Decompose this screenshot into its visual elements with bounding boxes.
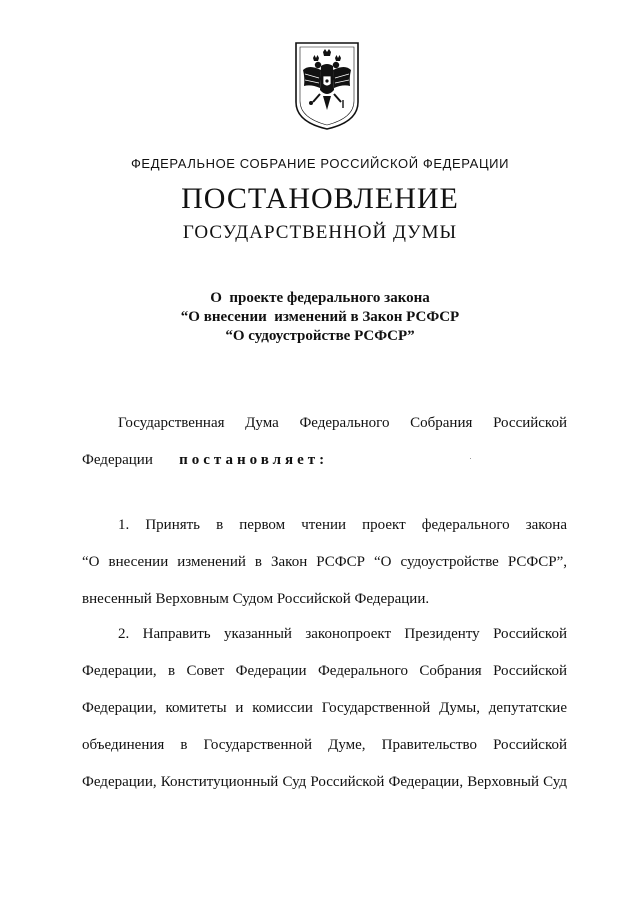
subject-line-3: “О судоустройстве РСФСР” — [225, 328, 415, 344]
item-2-line-3: Федерации, комитеты и комиссии Государственной Думы, депутатские — [82, 700, 567, 716]
preamble-paragraph — [82, 405, 567, 479]
coat-of-arms-emblem — [293, 40, 361, 132]
item-2-line-1: 2. Направить указанный законопроект Президенту Российской — [118, 626, 567, 642]
item-1-line-3: внесенный Верховным Судом Российской Федерации. — [82, 591, 430, 607]
item-1-paragraph — [82, 507, 567, 618]
item-1-line-2: “О внесении изменений в Закон РСФСР “О судоустройстве РСФСР”, — [82, 554, 567, 570]
subject-heading — [0, 289, 640, 346]
item-2-line-4: объединения в Государственной Думе, Правительство Российской — [82, 737, 567, 753]
preamble-line-2 — [82, 442, 567, 479]
document-type: ПОСТАНОВЛЕНИЕ — [181, 182, 459, 215]
item-1-line-1: 1. Принять в первом чтении проект федерального закона — [118, 517, 567, 533]
item-2-paragraph — [82, 616, 567, 801]
preamble-line-1: Государственная Дума Федерального Собрания Российской — [118, 415, 567, 431]
item-2-line-2: Федерации, в Совет Федерации Федерального Собрания Российской — [82, 663, 567, 679]
subject-line-2: “О внесении изменений в Закон РСФСР — [180, 309, 460, 325]
organization-title: ФЕДЕРАЛЬНОЕ СОБРАНИЕ РОССИЙСКОЙ ФЕДЕРАЦИИ — [130, 156, 510, 171]
scan-speck — [470, 458, 471, 459]
item-2-line-5: Федерации, Конституционный Суд Российской Федерации, Верховный Суд — [82, 774, 567, 790]
preamble-line-2-start: Федерации — [82, 452, 153, 468]
subject-line-1: О проекте федерального закона — [210, 290, 430, 306]
issuing-body: ГОСУДАРСТВЕННОЙ ДУМЫ — [182, 222, 458, 243]
resolves-keyword: постановляет: — [179, 452, 329, 468]
